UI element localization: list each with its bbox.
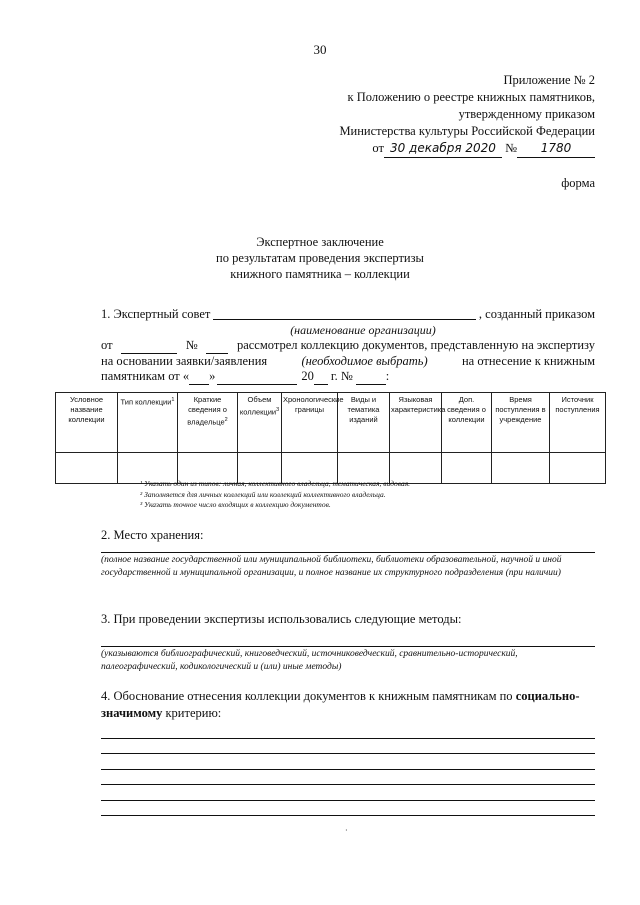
appendix-line-3: утвержденному приказом [458, 107, 595, 121]
appendix-order-line [339, 140, 595, 158]
table-cell[interactable] [492, 453, 550, 484]
section1-line-1 [101, 307, 595, 323]
footnote-3: ³ Указать точное число входящих в коллекцию документов. [140, 500, 331, 509]
table-cell[interactable] [442, 453, 492, 484]
table-header-cell: Тип коллекции$^1$ [118, 393, 178, 453]
justification-line[interactable] [101, 738, 595, 739]
order-date-handwritten: 30 декабря 2020 [384, 140, 502, 158]
title-line-3: книжного памятника – коллекции [230, 267, 410, 281]
justification-line[interactable] [101, 769, 595, 770]
month-field[interactable] [217, 373, 297, 385]
table-header-cell: Виды и тематика изданий [338, 393, 390, 453]
title-line-2: по результатам проведения экспертизы [216, 251, 424, 265]
justification-line[interactable] [101, 815, 595, 816]
footnotes [140, 479, 410, 511]
methods-field[interactable] [101, 646, 595, 647]
table-header-cell: Источник поступления [550, 393, 606, 453]
collection-table [55, 392, 606, 484]
justification-line[interactable] [101, 784, 595, 785]
table-header-cell: Краткие сведения о владельце$^2$ [178, 393, 238, 453]
stray-dot: · [345, 826, 348, 835]
quote-close: » [209, 369, 216, 383]
table-header-cell: Условное название коллекции [56, 393, 118, 453]
justification-line[interactable] [101, 800, 595, 801]
section-4-heading [101, 688, 595, 722]
order-from-label: от [372, 141, 384, 155]
section-1 [101, 307, 595, 385]
table-header-cell: Языковая характеристика [390, 393, 442, 453]
table-header-cell: Доп. сведения о коллекции [442, 393, 492, 453]
year-prefix: 20 [301, 369, 314, 383]
reviewed-text: рассмотрел коллекцию документов, представленную на экспертизу [236, 338, 595, 352]
section-4-heading-end: критерию: [162, 706, 222, 720]
section1-line-5 [101, 369, 595, 385]
storage-place-field[interactable] [101, 552, 595, 553]
appendix-line-4: Министерства культуры Российской Федерации [339, 124, 595, 138]
expert-council-label: 1. Экспертный совет [101, 307, 211, 321]
title-line-1: Экспертное заключение [256, 235, 384, 249]
basis-text-b: на отнесение к книжным [461, 353, 595, 368]
table-header-cell: Объем коллекции$^3$ [238, 393, 282, 453]
monuments-from-label: памятникам от « [101, 369, 190, 383]
section1-line-4 [101, 354, 595, 370]
date-field[interactable] [121, 342, 177, 354]
table-header-row [56, 393, 606, 453]
application-number-field[interactable] [356, 373, 386, 385]
section-3-heading: 3. При проведении экспертизы использовались следующие методы: [101, 612, 462, 626]
section-4-criterion: социально-значимому [101, 689, 580, 720]
table-header-cell: Время поступления в учреждение [492, 393, 550, 453]
basis-hint: (необходимое выбрать) [301, 353, 428, 368]
appendix-line-1: Приложение № 2 [503, 73, 595, 87]
section-3-note: (указываются библиографический, книговедческий, источниковедческий, сравнительно-исторический, палеографический, кодикологический и (или) иные методы) [101, 649, 518, 672]
year-suffix: г. № [330, 369, 353, 383]
created-by-order-label: , созданный приказом [478, 307, 595, 321]
colon: : [385, 369, 390, 383]
table-cell[interactable] [550, 453, 606, 484]
order-number-label: № [505, 141, 517, 155]
appendix-line-2: к Положению о реестре книжных памятников, [347, 90, 595, 104]
appendix-block [339, 72, 595, 158]
section-4-heading-text: 4. Обоснование отнесения коллекции документов к книжным памятникам по [101, 689, 516, 703]
section-2-heading: 2. Место хранения: [101, 528, 204, 542]
organization-hint: (наименование организации) [290, 322, 436, 337]
table-header-cell: Хронологические границы [282, 393, 338, 453]
number-label: № [185, 338, 198, 352]
table-cell[interactable] [56, 453, 118, 484]
section1-line-3 [101, 338, 595, 354]
from-label: от [101, 338, 113, 352]
page-number: 30 [313, 42, 327, 57]
footnote-1: ¹ Указать один из типов: личная, коллективного владельца, тематическая, видовая. [140, 479, 411, 488]
organization-name-field[interactable] [213, 319, 476, 320]
number-field[interactable] [206, 342, 228, 354]
day-field[interactable] [189, 373, 209, 385]
year-field[interactable] [314, 373, 328, 385]
footnote-2: ² Заполняется для личных коллекций или коллекций коллективного владельца. [140, 489, 386, 499]
basis-text-a: на основании заявки/заявления [101, 353, 268, 368]
order-number-handwritten: 1780 [517, 140, 595, 158]
justification-line[interactable] [101, 753, 595, 754]
form-label: форма [561, 176, 595, 190]
section-2-note: (полное название государственной или муниципальной библиотеки, библиотеки образовательной, научной и иной государственной и муниципальной организации, и полное название их структурного подразделения (при наличии) [101, 555, 562, 578]
document-title [0, 234, 640, 282]
